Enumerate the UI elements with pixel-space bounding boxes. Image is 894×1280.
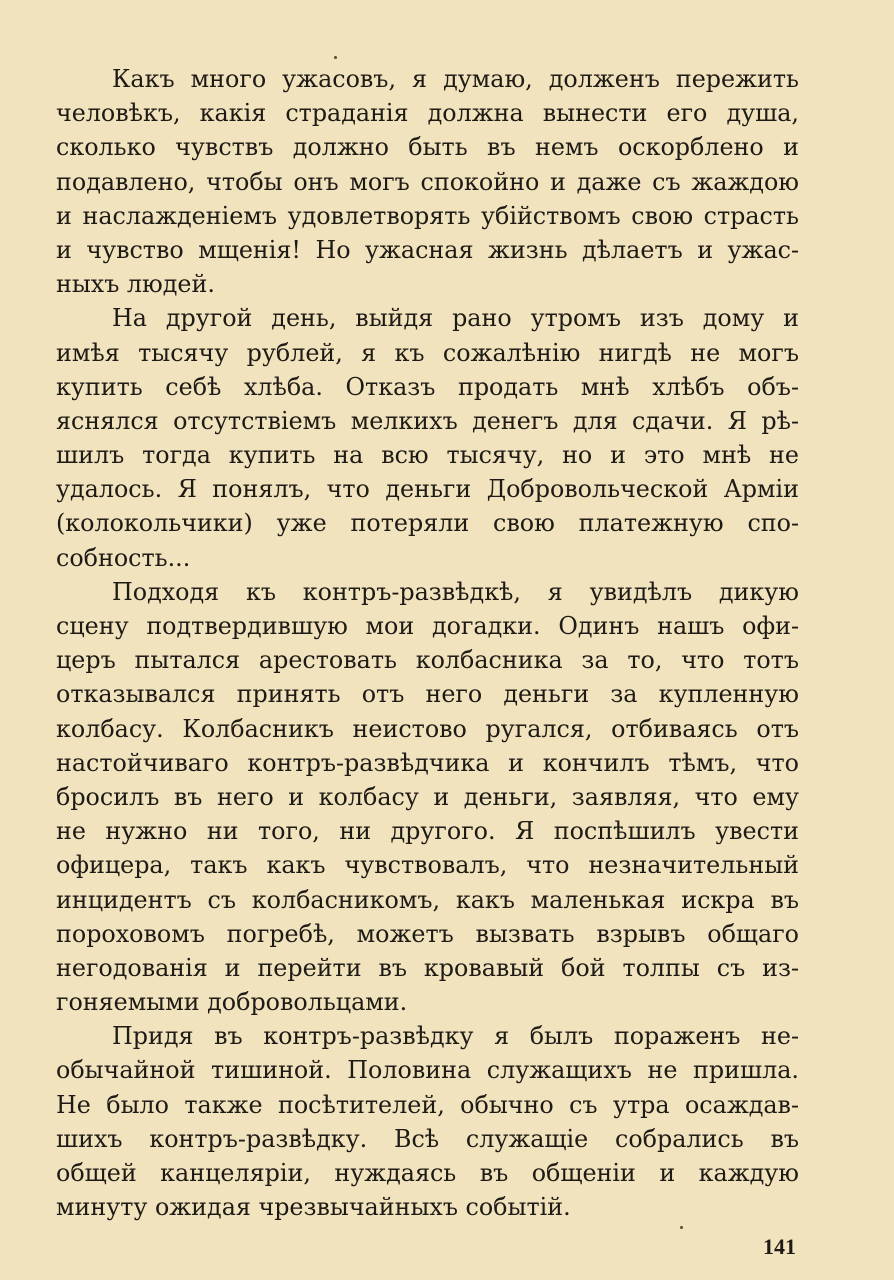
text-line: сцену подтвердившую мои догадки. Одинъ нашъ офи- (56, 612, 799, 640)
text-line: шилъ тогда купить на всю тысячу, но и это мнѣ не (56, 441, 799, 470)
text-line: инцидентъ съ колбасникомъ, какъ маленькая искра въ (56, 885, 799, 914)
text-line: обычайной тишиной. Половина служащихъ не пришла. (56, 1056, 799, 1085)
paper-speck (680, 1226, 683, 1229)
text-line: отказывался принять отъ него деньги за купленную (56, 680, 799, 709)
text-line: не нужно ни того, ни другого. Я поспѣшилъ увести (56, 817, 799, 846)
text-line: шихъ контръ-развѣдку. Всѣ служащіе собрались въ (56, 1124, 799, 1153)
text-line: На другой день, выйдя рано утромъ изъ дому и (112, 304, 799, 333)
text-line: офицера, такъ какъ чувствовалъ, что незначительный (56, 851, 799, 880)
text-line: негодованія и перейти въ кровавый бой толпы съ из- (56, 953, 799, 982)
text-line: удалось. Я понялъ, что деньги Добровольческой Арміи (56, 475, 799, 504)
text-line: сколько чувствъ должно быть въ немъ оскорблено и (56, 133, 799, 162)
text-line: человѣкъ, какія страданія должна вынести его душа, (56, 99, 799, 128)
text-line: бросилъ въ него и колбасу и деньги, заявляя, что ему (56, 782, 799, 811)
text-line: минуту ожидая чрезвычайныхъ событій. (56, 1193, 571, 1222)
text-line: гоняемыми добровольцами. (56, 988, 408, 1017)
text-line: общей канцеляріи, нуждаясь въ общеніи и каждую (56, 1159, 799, 1187)
text-line: колбасу. Колбасникъ неистово ругался, отбиваясь отъ (56, 714, 799, 743)
text-line: и чувство мщенія! Но ужасная жизнь дѣлаетъ и ужас- (56, 235, 799, 264)
body-text (56, 62, 799, 1224)
paper-speck (334, 56, 337, 59)
text-line: яснялся отсутствіемъ мелкихъ денегъ для сдачи. Я рѣ- (56, 406, 799, 435)
text-line: подавлено, чтобы онъ могъ спокойно и даже съ жаждою (56, 167, 799, 196)
text-line: (колокольчики) уже потеряли свою платежную спо- (56, 509, 799, 538)
text-line: пороховомъ погребѣ, можетъ вызвать взрывъ общаго (56, 919, 799, 948)
text-line: церъ пытался арестовать колбасника за то, что тотъ (56, 646, 799, 675)
text-line: ныхъ людей. (56, 270, 215, 299)
text-line: Не было также посѣтителей, обычно съ утра осаждав- (56, 1090, 799, 1119)
text-line: Подходя къ контръ-развѣдкѣ, я увидѣлъ дикую (112, 577, 799, 606)
text-line: Придя въ контръ-развѣдку я былъ пораженъ не- (112, 1022, 799, 1051)
text-line: настойчиваго контръ-развѣдчика и кончилъ тѣмъ, что (56, 748, 799, 777)
text-line: и наслажденіемъ удовлетворять убійствомъ свою страсть (56, 201, 799, 230)
text-line: имѣя тысячу рублей, я къ сожалѣнію нигдѣ не могъ (56, 338, 799, 367)
text-line: собность... (56, 543, 191, 572)
text-line: купить себѣ хлѣба. Отказъ продать мнѣ хлѣбъ объ- (56, 372, 799, 401)
page-number: 141 (763, 1234, 796, 1259)
text-line: Какъ много ужасовъ, я думаю, долженъ пережить (112, 65, 799, 93)
